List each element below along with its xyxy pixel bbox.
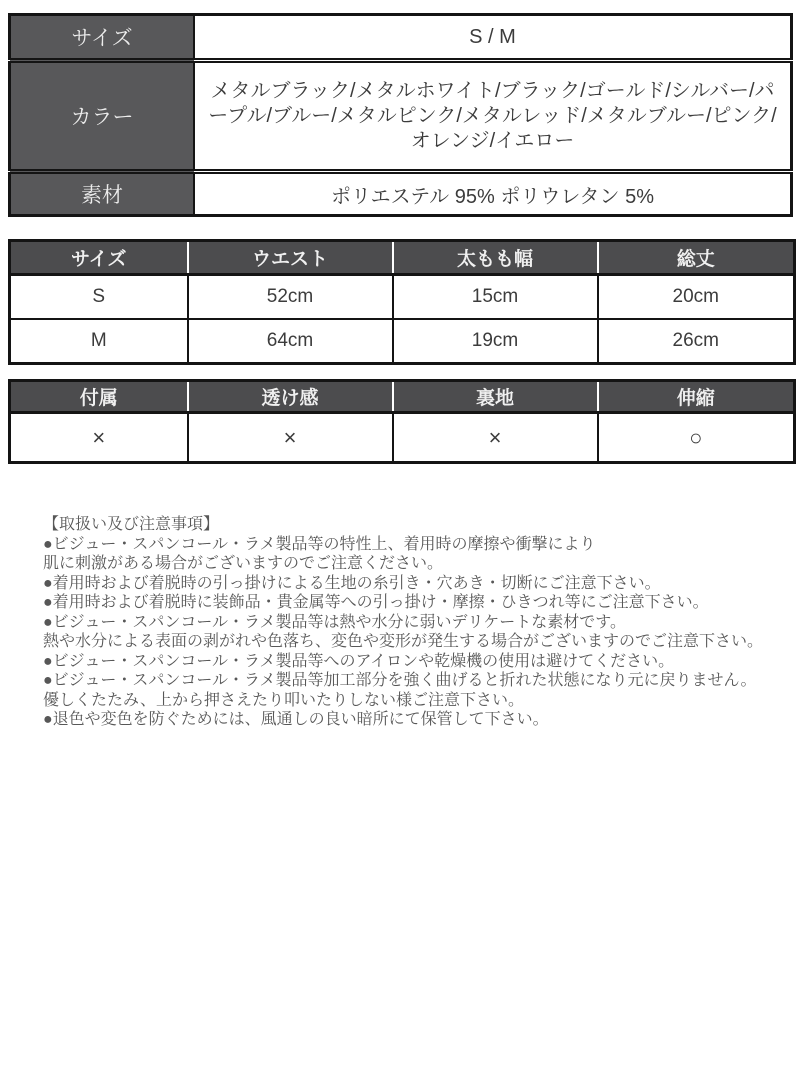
- feature-header-lining: 裏地: [393, 381, 598, 413]
- handling-notes-line: ●ビジュー・スパンコール・ラメ製品等は熱や水分に弱いデリケートな素材です。: [43, 613, 626, 631]
- spec-value-size: S / M: [469, 25, 516, 48]
- feature-table: [8, 379, 796, 464]
- handling-notes-line: ●ビジュー・スパンコール・ラメ製品等へのアイロンや乾燥機の使用は避けてください。: [43, 652, 675, 670]
- size-s-length: 20cm: [598, 275, 795, 320]
- handling-notes-line: ●ビジュー・スパンコール・ラメ製品等加工部分を強く曲げると折れた状態になり元に戻りません。: [43, 672, 757, 689]
- size-s-waist: 52cm: [188, 275, 393, 320]
- spec-value-material: ポリエステル 95% ポリウレタン 5%: [194, 172, 792, 216]
- feature-table-header-row: [10, 381, 795, 413]
- handling-notes-title: 【取扱い及び注意事項】: [43, 516, 220, 533]
- size-table-header-length: 総丈: [598, 241, 795, 275]
- feature-value-stretch: ○: [598, 413, 795, 463]
- handling-notes-line: 熱や水分による表面の剥がれや色落ち、変色や変形が発生する場合がございますのでご注意下さい。: [43, 633, 764, 650]
- feature-header-stretch: 伸縮: [598, 381, 795, 413]
- size-table-header-waist: ウエスト: [188, 241, 393, 275]
- size-m-waist: 64cm: [188, 319, 393, 364]
- size-s-label: S: [10, 275, 188, 320]
- size-m-length: 26cm: [598, 319, 795, 364]
- size-table-header-thigh: 太もも幅: [393, 241, 598, 275]
- spec-value-color: メタルブラック/メタルホワイト/ブラック/ゴールド/シルバー/パープル/ブルー/メタルピンク/メタルレッド/メタルブルー/ピンク/オレンジ/イエロー: [194, 61, 792, 172]
- feature-value-accessory: ×: [10, 413, 188, 463]
- feature-value-lining: ×: [393, 413, 598, 463]
- spec-label-color: カラー: [10, 61, 195, 172]
- size-m-label: M: [10, 319, 188, 364]
- size-measurement-table: [8, 239, 796, 365]
- size-m-thigh: 19cm: [393, 319, 598, 364]
- size-s-thigh: 15cm: [393, 275, 598, 320]
- product-spec-section: [0, 13, 800, 730]
- handling-notes: [43, 515, 800, 730]
- spec-label-size: サイズ: [10, 15, 195, 61]
- feature-table-value-row: [10, 413, 795, 463]
- handling-notes-line: ●ビジュー・スパンコール・ラメ製品等の特性上、着用時の摩擦や衝撃により: [43, 535, 596, 553]
- handling-notes-line: 肌に刺激がある場合がございますのでご注意ください。: [43, 555, 444, 572]
- spec-label-material: 素材: [10, 172, 195, 216]
- size-table-row-s: [10, 275, 795, 320]
- handling-notes-line: ●着用時および着脱時に装飾品・貴金属等への引っ掛け・摩擦・ひきつれ等にご注意下さい。: [43, 594, 709, 611]
- feature-value-sheerness: ×: [188, 413, 393, 463]
- feature-header-sheerness: 透け感: [188, 381, 393, 413]
- feature-header-accessory: 付属: [10, 381, 188, 413]
- spec-table: [8, 13, 793, 217]
- spec-row-color: [10, 61, 792, 172]
- size-table-header-row: [10, 241, 795, 275]
- spec-row-material: [10, 172, 792, 216]
- spec-row-size: [10, 15, 792, 61]
- handling-notes-line: ●退色や変色を防ぐためには、風通しの良い暗所にて保管して下さい。: [43, 711, 549, 728]
- handling-notes-line: ●着用時および着脱時の引っ掛けによる生地の糸引き・穴あき・切断にご注意下さい。: [43, 574, 661, 592]
- size-table-row-m: [10, 319, 795, 364]
- handling-notes-line: 優しくたたみ、上から押さえたり叩いたりしない様ご注意下さい。: [43, 691, 524, 709]
- size-table-header-size: サイズ: [10, 241, 188, 275]
